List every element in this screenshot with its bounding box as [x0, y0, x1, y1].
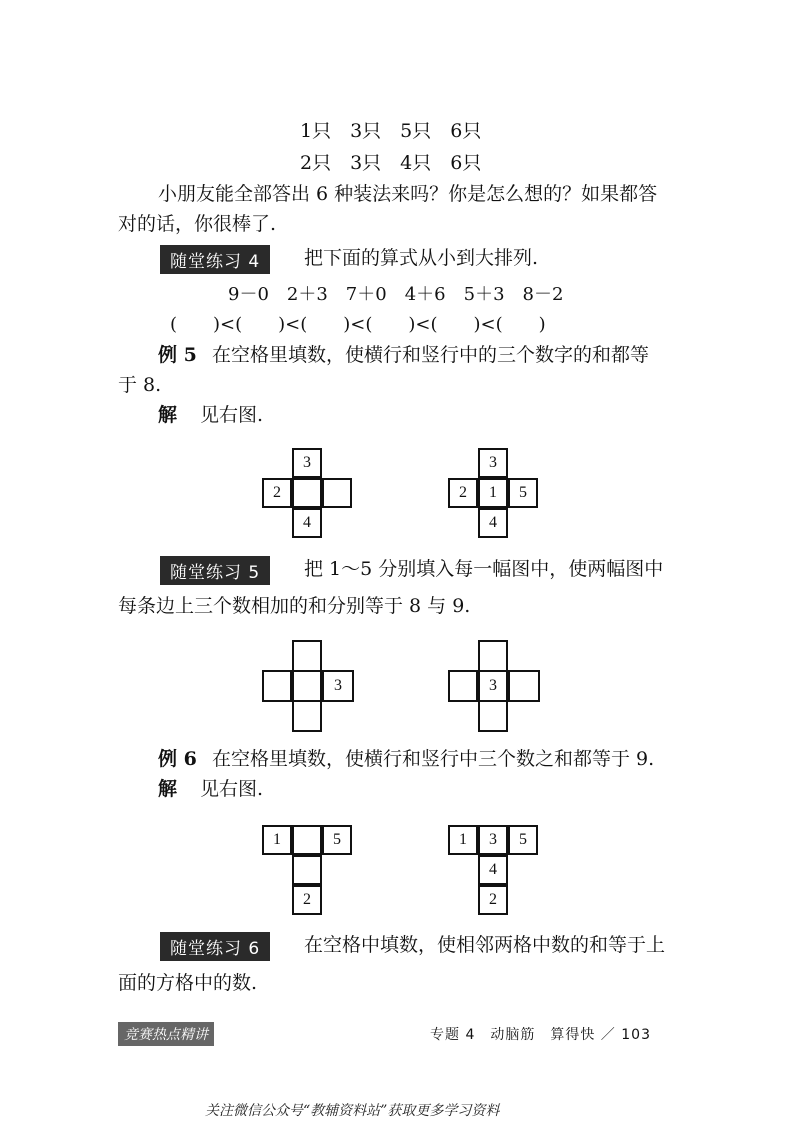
expression-list: 9－0 2＋3 7＋0 4＋6 5＋3 8－2 — [228, 284, 564, 305]
grid-cell-center: 3 — [478, 670, 508, 702]
grid-cell-top-left: 1 — [262, 825, 292, 855]
grid-cell-bottom — [478, 700, 508, 732]
grid-cell-right — [322, 478, 352, 508]
solution-5-label: 解 — [158, 404, 178, 426]
practice-4-text: 把下面的算式从小到大排列. — [304, 247, 539, 269]
solution-6-label: 解 — [158, 778, 178, 800]
grid-cell-top-left: 1 — [448, 825, 478, 855]
grid-cell-bottom: 4 — [292, 508, 322, 538]
grid-cell-right — [508, 670, 540, 702]
grid-cell-top-right: 5 — [508, 825, 538, 855]
practice-6-text-2: 面的方格中的数. — [118, 972, 258, 994]
grid-cell-bottom — [292, 700, 322, 732]
example-5-text-2: 于 8. — [118, 374, 162, 396]
solution-6-text: 见右图. — [200, 778, 264, 800]
grid-cell-left: 2 — [448, 478, 478, 508]
answer-row-2: 2只 3只 4只 6只 — [300, 152, 482, 174]
grid-cell-center — [292, 478, 322, 508]
cross-grid-3 — [262, 640, 354, 732]
answer-row-1: 1只 3只 5只 6只 — [300, 120, 482, 142]
grid-cell-center: 1 — [478, 478, 508, 508]
grid-cell-bottom: 2 — [292, 885, 322, 915]
paragraph-line-1: 小朋友能全部答出 6 种装法来吗？你是怎么想的？如果都答 — [158, 183, 658, 205]
practice-6-tag: 随堂练习 6 — [160, 932, 270, 961]
t-grid-1 — [262, 825, 354, 917]
grid-cell-top-center: 3 — [478, 825, 508, 855]
grid-cell-right: 5 — [508, 478, 538, 508]
practice-5-text-2: 每条边上三个数相加的和分别等于 8 与 9. — [118, 595, 471, 617]
grid-cell-top-right: 5 — [322, 825, 352, 855]
cross-grid-4 — [448, 640, 540, 732]
grid-cell-middle: 4 — [478, 855, 508, 885]
watermark-text: 关注微信公众号“教辅资料站”获取更多学习资料 — [205, 1103, 500, 1119]
grid-cell-bottom: 4 — [478, 508, 508, 538]
practice-6-text: 在空格中填数，使相邻两格中数的和等于上 — [304, 934, 666, 956]
solution-5-text: 见右图. — [200, 404, 264, 426]
bracket-row: ( )<( )<( )<( )<( )<( ) — [170, 314, 546, 335]
grid-cell-left — [448, 670, 478, 702]
practice-5-text: 把 1～5 分别填入每一幅图中，使两幅图中 — [304, 558, 664, 580]
grid-cell-bottom: 2 — [478, 885, 508, 915]
paragraph-line-2: 对的话，你很棒了. — [118, 213, 277, 235]
cross-grid-2 — [448, 448, 540, 540]
footer-page-info: 专题 4 动脑筋 算得快 ／ 103 — [430, 1027, 651, 1043]
grid-cell-top: 3 — [478, 448, 508, 478]
example-5-label: 例 5 — [158, 344, 197, 366]
t-grid-2 — [448, 825, 540, 917]
example-6-text: 在空格里填数，使横行和竖行中三个数之和都等于 9. — [212, 748, 655, 770]
grid-cell-left: 2 — [262, 478, 292, 508]
grid-cell-middle — [292, 855, 322, 885]
grid-cell-top — [292, 640, 322, 672]
cross-grid-1 — [262, 448, 354, 540]
practice-4-tag: 随堂练习 4 — [160, 245, 270, 274]
grid-cell-left — [262, 670, 292, 702]
example-6-label: 例 6 — [158, 748, 197, 770]
grid-cell-right: 3 — [322, 670, 354, 702]
example-5-text: 在空格里填数，使横行和竖行中的三个数字的和都等 — [212, 344, 650, 366]
grid-cell-top — [478, 640, 508, 672]
practice-5-tag: 随堂练习 5 — [160, 556, 270, 585]
grid-cell-center — [292, 670, 322, 702]
footer-section-tag: 竞赛热点精讲 — [118, 1022, 214, 1046]
grid-cell-top-center — [292, 825, 322, 855]
grid-cell-top: 3 — [292, 448, 322, 478]
